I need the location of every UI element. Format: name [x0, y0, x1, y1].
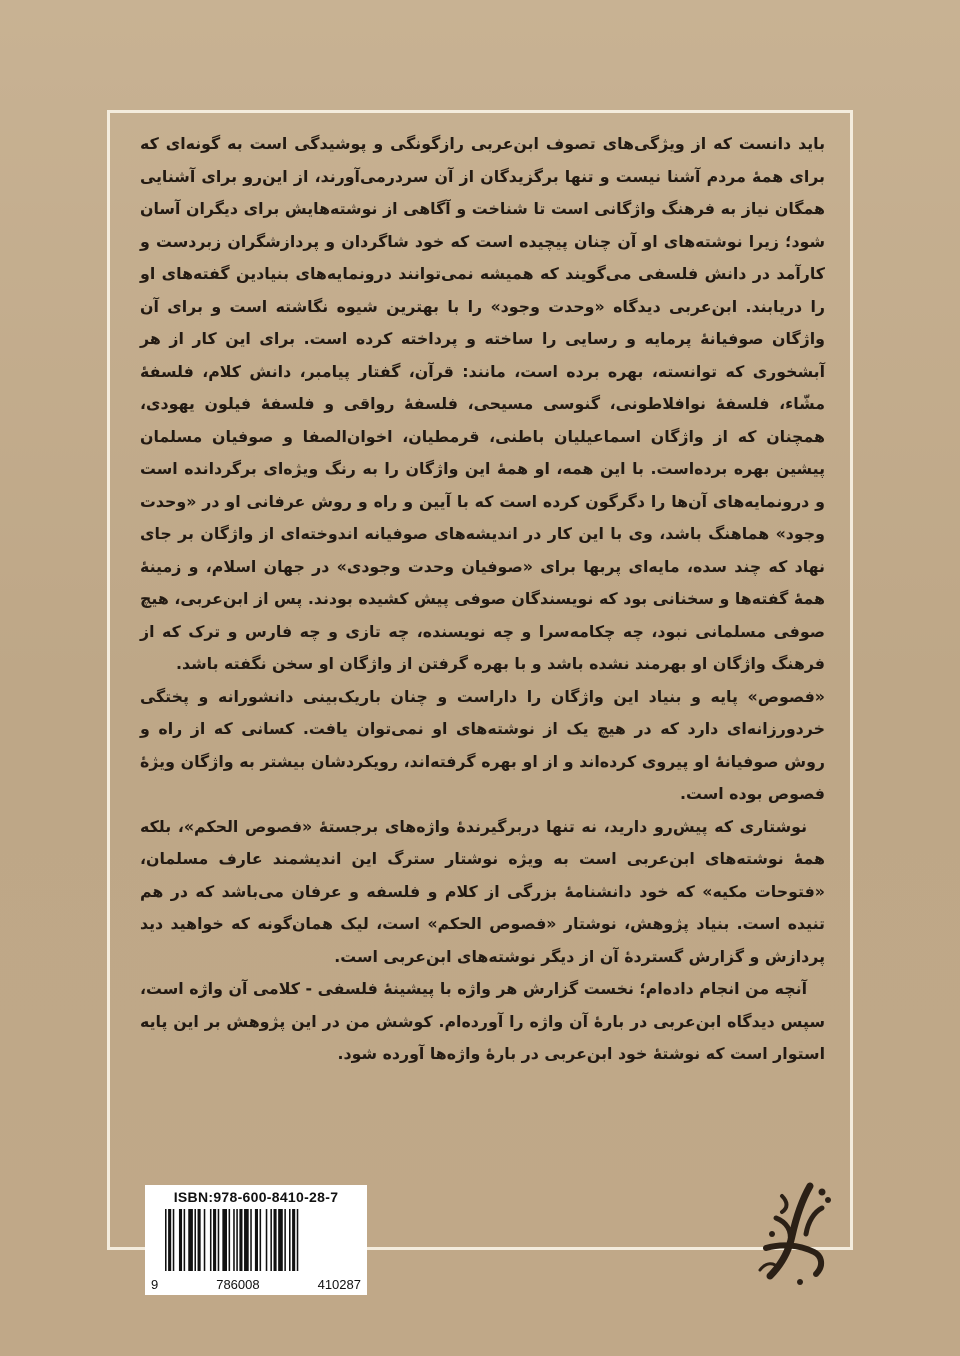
- barcode-bar: [194, 1209, 196, 1271]
- barcode-bar: [229, 1209, 231, 1271]
- paragraph-intro: باید دانست که از ویژگی‌های تصوف ابن‌عربی رازگونگی و پوشیدگی است به گونه‌ای که برای همهٔ مردم آشنا نیست و تنها برگزیدگان از آن سردرمی‌آورند، از این‌رو برای آشنایی همگان نیاز به فرهنگ واژگانی است تا شناخت و آگاهی از نوشته‌هایش برای دیگران آسان شود؛ زیرا نوشته‌های او آن چنان پیچیده است که خود شاگردان و پردازشگران زبردست و کارآمد در دانش فلسفی می‌گویند که همیشه نمی‌توانند درونمایه‌های بنیادین گفته‌های او را دریابند. ابن‌عربی دیدگاه «وحدت وجود» را با بهترین شیوه نگاشته است و برای آن واژگان صوفیانهٔ پرمایه و رسایی را ساخته و پرداخته کرده است. برای این کار از هر آبشخوری که توانسته، بهره برده است، مانند: قرآن، گفتار پیامبر، دانش کلام، فلسفهٔ مشّاء، فلسفهٔ نوافلاطونی، گنوسی مسیحی، فلسفهٔ رواقی و فلسفهٔ فیلون یهودی، همچنان که از واژگان اسماعیلیان باطنی، قرمطیان، اخوان‌الصفا و صوفیان مسلمان پیشین بهره برده‌است. با این همه، او همهٔ این واژگان را به رنگ ویژه‌ای برگردانده است و درونمایه‌های آن‌ها را دگرگون کرده است که با آیین و راه و روش عرفانی او در «وحدت وجود» هماهنگ باشد، وی با این کار در اندیشه‌های صوفیانه اندوخته‌ای از واژگان بر جای نهاد که چند سده، مایه‌ای پربها برای «صوفیان وحدت وجودی» در جهان اسلام، و زمینهٔ همهٔ گفته‌ها و سخنانی بود که نویسندگان صوفی پیش کشیده بودند. پس از ابن‌عربی، هیچ صوفی مسلمانی نبود، چه چکامه‌سرا و چه نویسنده، چه تازی و چه فارس و ترک که از فرهنگ واژگان او بهرمند نشده باشد و با بهره گرفتن از واژگان او سخن نگفته باشد.: [140, 134, 825, 673]
- barcode-bar: [222, 1209, 227, 1271]
- barcode-bar: [250, 1209, 252, 1271]
- barcode-digits-right: 410287: [317, 1277, 361, 1292]
- publisher-calligraphy-logo: [752, 1178, 838, 1290]
- barcode-bar: [244, 1209, 249, 1271]
- barcode-bar: [278, 1209, 283, 1271]
- barcode-bar: [198, 1209, 201, 1271]
- isbn-barcode: [145, 1185, 367, 1295]
- barcode-bars: [163, 1209, 353, 1271]
- barcode-bar: [188, 1209, 193, 1271]
- barcode-bar: [266, 1209, 268, 1271]
- barcode-bar: [274, 1209, 277, 1271]
- barcode-bar: [165, 1209, 167, 1271]
- paragraph-fusus: «فصوص» پایه و بنیاد این واژگان را داراست و چنان باریک‌بینی دانشورانه و پختگی خردورزانه‌ای دارد که در هیچ یک از نوشته‌های او نمی‌توان یافت. کسانی که از راه و روش صوفیانهٔ او پیروی کرده‌اند و از او بهره گرفته‌اند، رویکردشان بیشتر به واژگان ویژهٔ فصوص بوده است.: [140, 686, 825, 803]
- paragraph-book-scope: نوشتاری که پیش‌رو دارید، نه تنها دربرگیرندهٔ واژه‌های برجستهٔ «فصوص الحکم»، بلکه همهٔ نوشته‌های ابن‌عربی است به ویژه نوشتار سترگ این اندیشمند عارف مسلمان، «فتوحات مکیه» که خود دانشنامهٔ بزرگی از کلام و فلسفه و عرفان می‌باشد که در هم تنیده است. بنیاد پژوهش، نوشتار «فصوص الحکم» است، لیک همان‌گونه که خواهید دید پردازش و گزارش گستردهٔ آن از دیگر نوشته‌های ابن‌عربی است.: [140, 816, 825, 966]
- barcode-bar: [292, 1209, 295, 1271]
- barcode-bar: [218, 1209, 220, 1271]
- barcode-digits: [149, 1277, 363, 1292]
- barcode-bar: [233, 1209, 235, 1271]
- barcode-bar: [255, 1209, 258, 1271]
- back-cover-text: [140, 128, 825, 1071]
- barcode-bar: [289, 1209, 291, 1271]
- barcode-bar: [213, 1209, 216, 1271]
- barcode-bar: [236, 1209, 238, 1271]
- barcode-bar: [239, 1209, 242, 1271]
- barcode-bar: [173, 1209, 175, 1271]
- isbn-label: ISBN:978-600-8410-28-7: [173, 1189, 339, 1205]
- barcode-bar: [184, 1209, 186, 1271]
- barcode-bar: [284, 1209, 286, 1271]
- barcode-bar: [204, 1209, 206, 1271]
- barcode-bar: [168, 1209, 171, 1271]
- barcode-digit-lead: 9: [151, 1277, 159, 1292]
- paragraph-method: آنچه من انجام داده‌ام؛ نخست گزارش هر واژه با پیشینهٔ فلسفی - کلامی آن واژه است، سپس دیدگاه ابن‌عربی در بارهٔ آن واژه را آورده‌ام. کوشش من در این پژوهش بر این پایه استوار است که نوشتهٔ خود ابن‌عربی در بارهٔ واژه‌ها آورده شود.: [140, 979, 825, 1063]
- barcode-bar: [210, 1209, 212, 1271]
- barcode-bar: [297, 1209, 299, 1271]
- barcode-digits-left: 786008: [216, 1277, 260, 1292]
- barcode-bar: [260, 1209, 262, 1271]
- barcode-bar: [270, 1209, 272, 1271]
- barcode-bar: [179, 1209, 182, 1271]
